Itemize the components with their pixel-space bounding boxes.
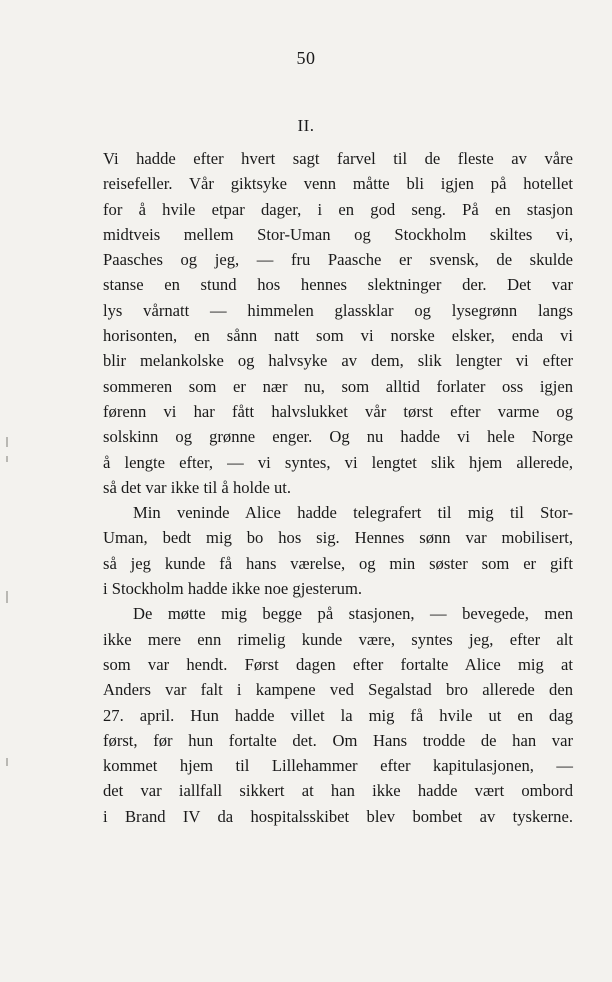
text-line: stanse en stund hos hennes slektninger der. Det var <box>103 275 573 295</box>
text-line: for å hvile etpar dager, i en god seng. På en stasjon <box>103 199 573 219</box>
text-line: Min veninde Alice hadde telegrafert til mig til Stor- <box>133 503 573 523</box>
text-line: lys vårnatt — himmelen glassklar og lysegrønn langs <box>103 300 573 320</box>
text-line: i Stockholm hadde ikke noe gjesterum. <box>103 579 362 599</box>
text-line: Uman, bedt mig bo hos sig. Hennes sønn var mobilisert, <box>103 528 573 548</box>
scan-edge-mark <box>6 456 8 462</box>
text-line: kommet hjem til Lillehammer efter kapitulasjonen, — <box>103 756 573 776</box>
text-line: først, før hun fortalte det. Om Hans trodde de han var <box>103 730 573 750</box>
text-line: å lengte efter, — vi syntes, vi lengtet slik hjem allerede, <box>103 452 573 472</box>
text-line: Paasches og jeg, — fru Paasche er svensk, de skulde <box>103 250 573 270</box>
text-line: det var iallfall sikkert at han ikke hadde vært ombord <box>103 781 573 801</box>
text-line: midtveis mellem Stor-Uman og Stockholm skiltes vi, <box>103 224 573 244</box>
chapter-heading: II. <box>297 116 315 135</box>
text-line: Anders var falt i kampene ved Segalstad bro allerede den <box>103 680 573 700</box>
text-line: som var hendt. Først dagen efter fortalte Alice mig at <box>103 654 573 674</box>
text-line: 27. april. Hun hadde villet la mig få hvile ut en dag <box>103 705 573 725</box>
body-text <box>103 146 573 829</box>
text-line: reisefeller. Vår giktsyke venn måtte bli igjen på hotellet <box>103 174 573 194</box>
text-line: i Brand IV da hospitalsskibet blev bombet av tyskerne. <box>103 806 573 826</box>
scan-edge-mark <box>6 591 8 603</box>
text-line: ikke mere enn rimelig kunde være, syntes jeg, efter alt <box>103 629 573 649</box>
text-line: så jeg kunde få hans værelse, og min søster som er gift <box>103 553 573 573</box>
text-line: horisonten, en sånn natt som vi norske elsker, enda vi <box>103 326 573 346</box>
text-line: Vi hadde efter hvert sagt farvel til de fleste av våre <box>103 149 573 168</box>
text-line: så det var ikke til å holde ut. <box>103 477 292 497</box>
text-line: solskinn og grønne enger. Og nu hadde vi hele Norge <box>103 427 573 447</box>
scan-edge-mark <box>6 758 8 766</box>
text-line: blir melankolske og halvsyke av dem, slik lengter vi efter <box>103 351 573 371</box>
page-number: 50 <box>296 48 316 68</box>
text-line: sommeren som er nær nu, som alltid forlater oss igjen <box>103 376 573 396</box>
scan-edge-mark <box>6 437 8 447</box>
text-line: De møtte mig begge på stasjonen, — bevegede, men <box>133 604 573 624</box>
text-line: førenn vi har fått halvslukket vår tørst efter varme og <box>103 401 573 421</box>
